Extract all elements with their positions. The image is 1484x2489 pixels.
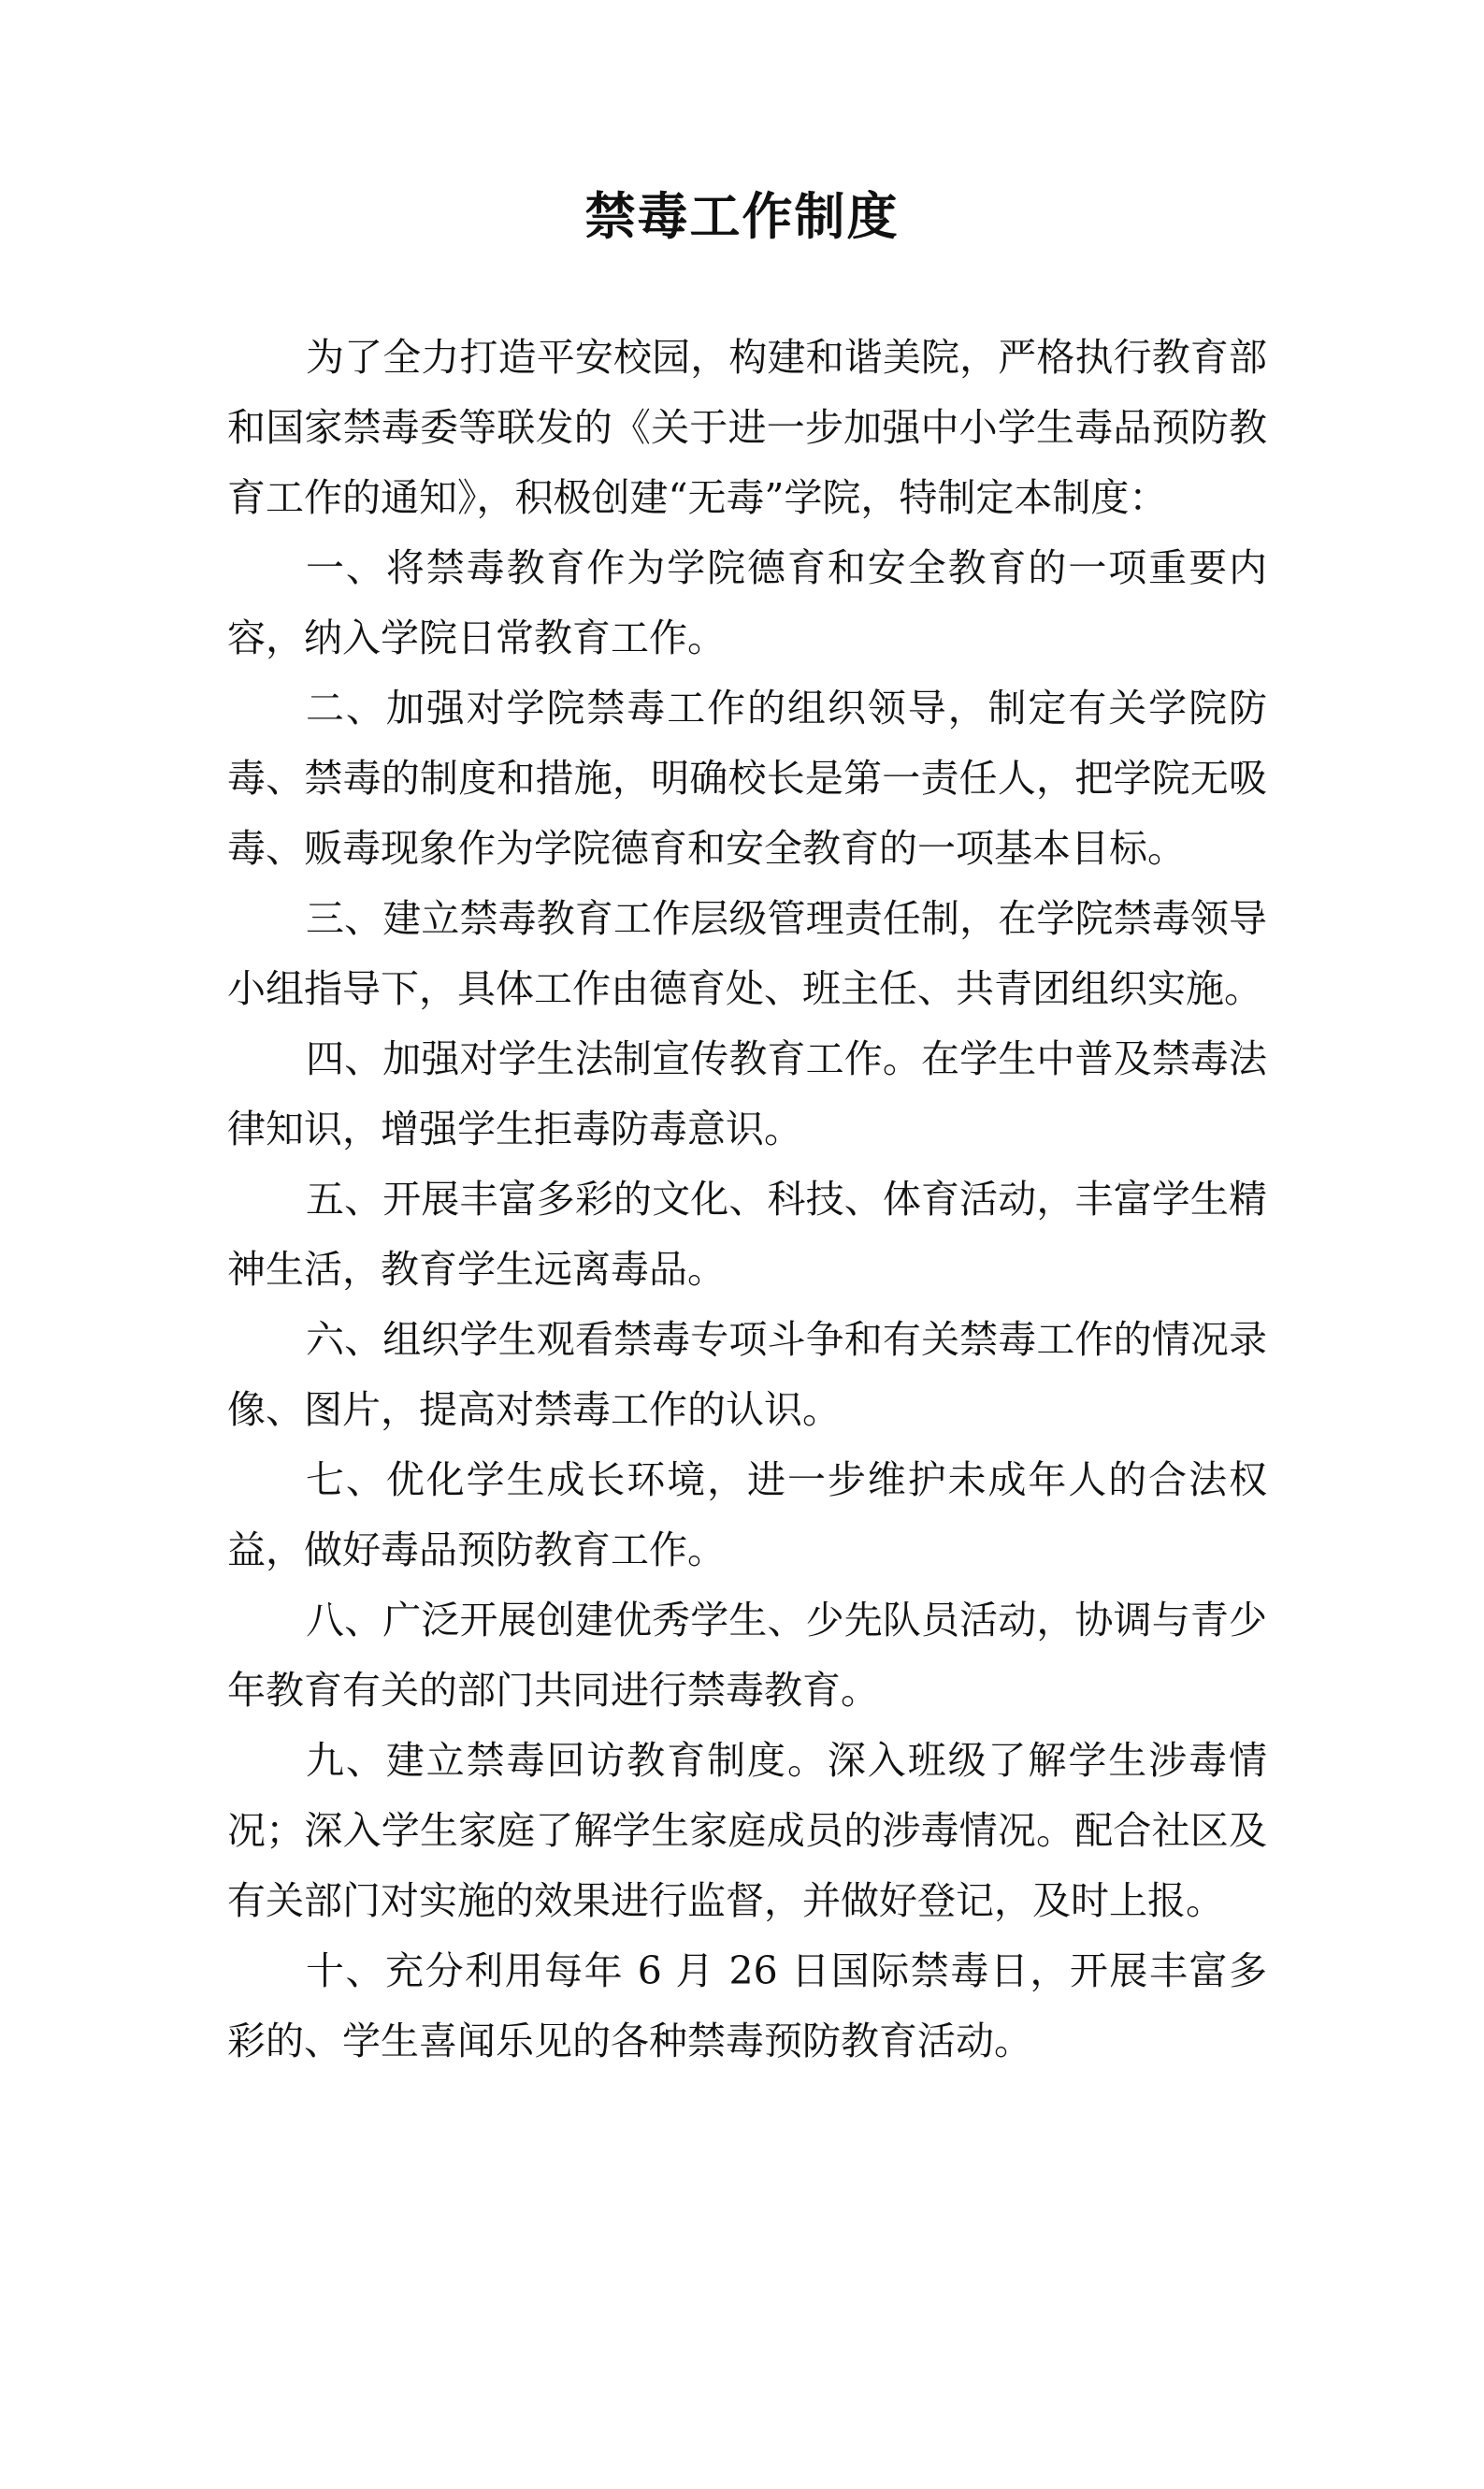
clause-1: 一、将禁毒教育作为学院德育和安全教育的一项重要内容，纳入学院日常教育工作。 bbox=[227, 545, 1267, 660]
clause-3: 三、建立禁毒教育工作层级管理责任制，在学院禁毒领导小组指导下，具体工作由德育处、班主任、共青团组织实施。 bbox=[227, 896, 1267, 1011]
document-title: 禁毒工作制度 bbox=[584, 187, 900, 246]
clause-9: 九、建立禁毒回访教育制度。深入班级了解学生涉毒情况；深入学生家庭了解学生家庭成员的涉毒情况。配合社区及有关部门对实施的效果进行监督，并做好登记，及时上报。 bbox=[227, 1738, 1267, 1923]
clause-2: 二、加强对学院禁毒工作的组织领导，制定有关学院防毒、禁毒的制度和措施，明确校长是第一责任人，把学院无吸毒、贩毒现象作为学院德育和安全教育的一项基本目标。 bbox=[227, 686, 1267, 871]
document-body bbox=[227, 323, 1267, 2077]
clause-4: 四、加强对学生法制宣传教育工作。在学生中普及禁毒法律知识，增强学生拒毒防毒意识。 bbox=[227, 1036, 1267, 1151]
clause-6: 六、组织学生观看禁毒专项斗争和有关禁毒工作的情况录像、图片，提高对禁毒工作的认识。 bbox=[227, 1317, 1267, 1432]
clause-8: 八、广泛开展创建优秀学生、少先队员活动，协调与青少年教育有关的部门共同进行禁毒教育。 bbox=[227, 1598, 1267, 1713]
clause-5: 五、开展丰富多彩的文化、科技、体育活动，丰富学生精神生活，教育学生远离毒品。 bbox=[227, 1177, 1267, 1292]
intro-paragraph: 为了全力打造平安校园，构建和谐美院，严格执行教育部和国家禁毒委等联发的《关于进一步加强中小学生毒品预防教育工作的通知》，积极创建“无毒”学院，特制定本制度： bbox=[227, 335, 1267, 520]
clause-7: 七、优化学生成长环境，进一步维护未成年人的合法权益，做好毒品预防教育工作。 bbox=[227, 1457, 1267, 1572]
clause-10: 十、充分利用每年 6 月 26 日国际禁毒日，开展丰富多彩的、学生喜闻乐见的各种禁毒预防教育活动。 bbox=[227, 1948, 1267, 2063]
